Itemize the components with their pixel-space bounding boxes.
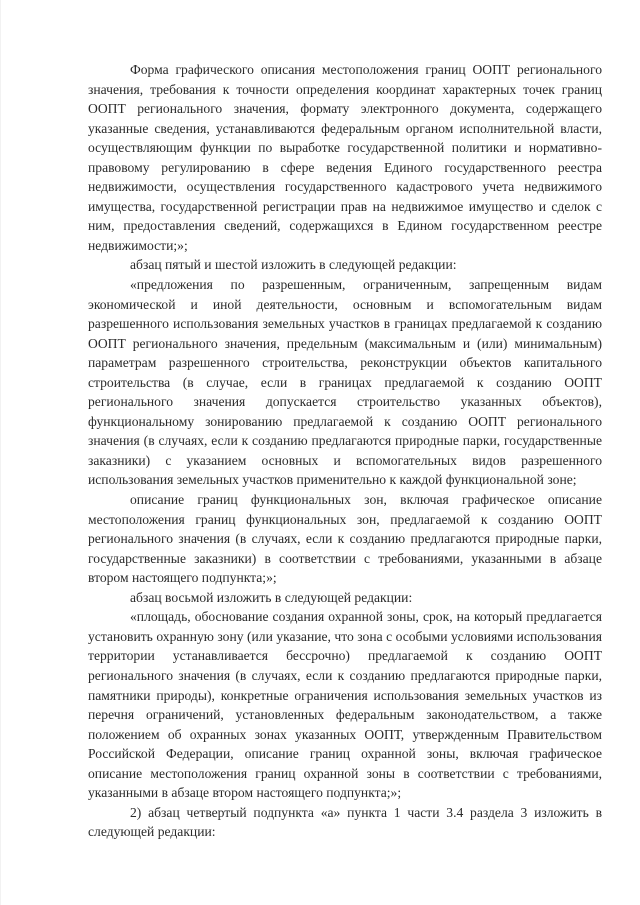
paragraph-functional-zones: описание границ функциональных зон, включая графическое описание местоположения границ функциональных зон, предлагаемой к созданию ООПТ регионального значения (в случаях, если к созданию предлагаются природные парки, государственные заказники) в соответствии с требованиями, указанными в абзаце втором настоящего подпункта;»; [88, 492, 602, 586]
paragraph-amend-eighth: абзац восьмой изложить в следующей редакции: [130, 589, 413, 605]
document-body [88, 60, 602, 842]
paragraph-protection-zone: «площадь, обоснование создания охранной зоны, срок, на который предлагается установить охранную зону (или указание, что зона с особыми условиями использования территории устанавливается бессрочно) предлагаемой к созданию ООПТ регионального значения (в случаях, если к созданию предлагаются природные парки, памятники природы), конкретные ограничения использования земельных участков из перечня ограничений, установленных федеральным законодательством, а также положением об охранных зонах указанных ООПТ, утвержденным Правительством Российской Федерации, описание границ охранной зоны, включая графическое описание местоположения границ охранной зоны в соответствии с требованиями, указанными в абзаце втором настоящего подпункта;»; [88, 609, 602, 801]
page-edge [0, 0, 1, 905]
paragraph-amend-fifth-sixth: абзац пятый и шестой изложить в следующей редакции: [130, 257, 457, 273]
paragraph-graphic-description-form: Форма графического описания местоположения границ ООПТ регионального значения, требования к точности определения координат характерных точек границ ООПТ регионального значения, формату электронного документа, содержащего указанные сведения, устанавливаются федеральным органом исполнительной власти, осуществляющим функции по выработке государственной политики и нормативно-правовому регулированию в сфере ведения Единого государственного реестра недвижимости, осуществления государственного кадастрового учета недвижимого имущества, государственной регистрации прав на недвижимое имущество и сделок с ним, предоставления сведений, содержащихся в Едином государственном реестре недвижимости;»; [88, 62, 602, 253]
paragraph-activity-proposals: «предложения по разрешенным, ограниченным, запрещенным видам экономической и иной деятельности, основным и вспомогательным видам разрешенного использования земельных участков в границах предлагаемой к созданию ООПТ регионального значения, предельным (максимальным и (или) минимальным) параметрам разрешенного строительства, реконструкции объектов капитального строительства (в случае, если в границах предлагаемой к созданию ООПТ регионального значения допускается строительство указанных объектов), функциональному зонированию предлагаемой к созданию ООПТ регионального значения (в случаях, если к созданию предлагаются природные парки, государственные заказники) с указанием основных и вспомогательных видов разрешенного использования земельных участков применительно к каждой функциональной зоне; [88, 277, 602, 488]
paragraph-amend-subpoint-a: 2) абзац четвертый подпункта «а» пункта 1 части 3.4 раздела 3 изложить в следующей редакции: [88, 804, 602, 840]
